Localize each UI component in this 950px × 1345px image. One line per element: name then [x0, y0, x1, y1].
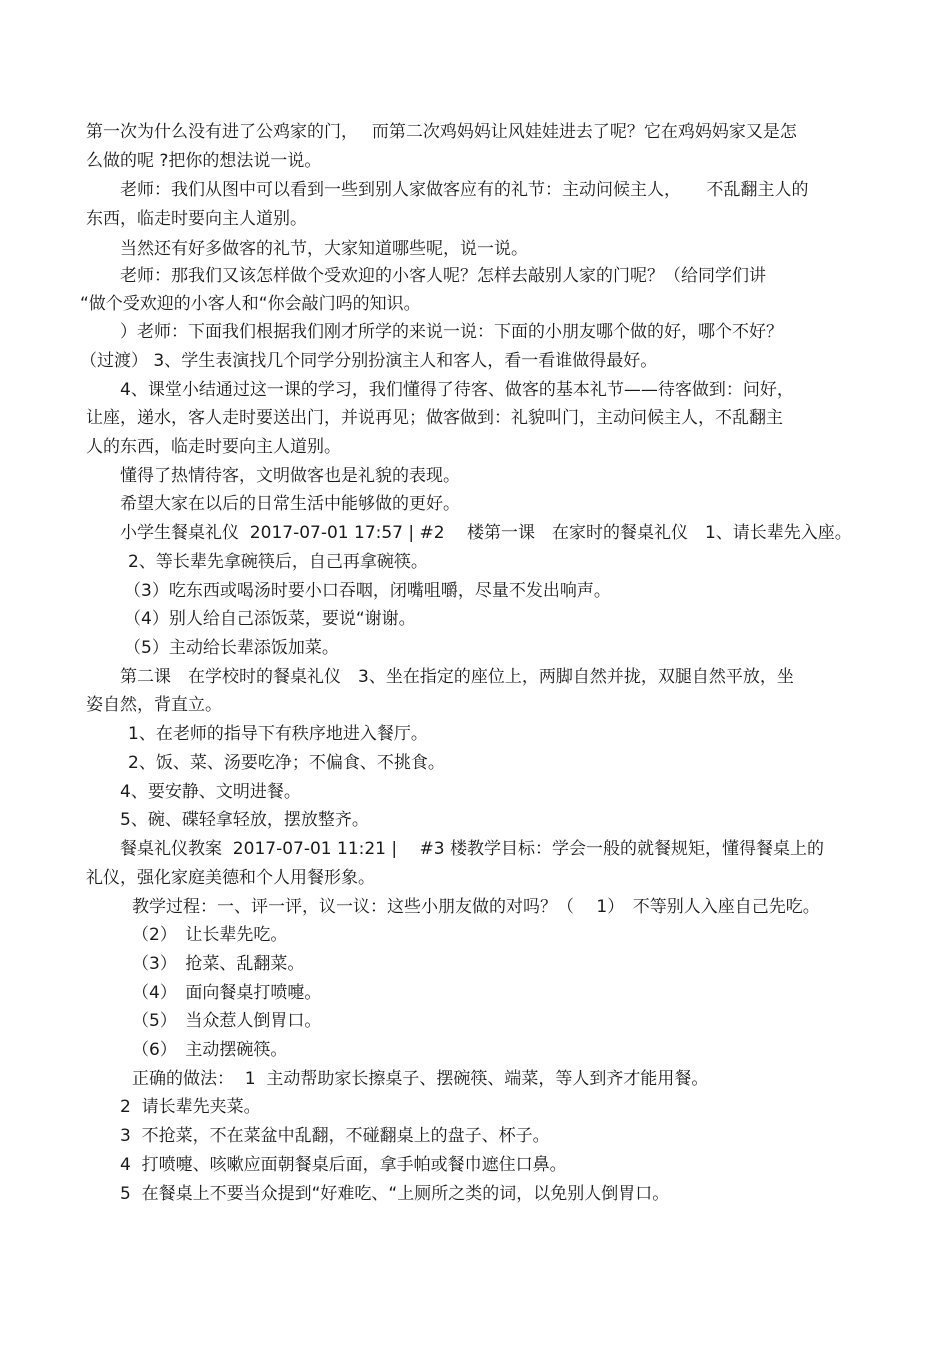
text-line: 希望大家在以后的日常生活中能够做的更好。 [120, 494, 460, 514]
text-line: 1、在老师的指导下有秩序地进入餐厅。 [128, 724, 428, 744]
text-line: 第二课 在学校时的餐桌礼仪 3、坐在指定的座位上，两脚自然并拢，双腿自然平放，坐 [120, 667, 794, 687]
text-line: 小学生餐桌礼仪 2017-07-01 17:57 | #2 楼第一课 在家时的餐桌礼仪 1、请长辈先入座。 [120, 523, 852, 543]
text-line: 第一次为什么没有进了公鸡家的门， 而第二次鸡妈妈让风娃娃进去了呢？它在鸡妈妈家又是怎 [86, 122, 797, 142]
text-line: （3） 抢菜、乱翻菜。 [132, 954, 305, 974]
text-line: （5）主动给长辈添饭加菜。 [124, 638, 339, 658]
text-line: “做个受欢迎的小客人和“你会敲门吗的知识。 [80, 294, 421, 314]
text-line: （2） 让长辈先吃。 [132, 925, 288, 945]
text-line: 3 不抢菜，不在菜盆中乱翻，不碰翻桌上的盘子、杯子。 [120, 1126, 550, 1146]
text-line: 么做的呢 ?把你的想法说一说。 [86, 151, 322, 171]
text-line: 5 在餐桌上不要当众提到“好难吃、“上厕所之类的词，以免别人倒胃口。 [120, 1184, 670, 1204]
text-line: （3）吃东西或喝汤时要小口吞咽，闭嘴咀嚼，尽量不发出响声。 [124, 581, 611, 601]
text-line: 5、碗、碟轻拿轻放，摆放整齐。 [120, 810, 369, 830]
text-line: 2 请长辈先夹菜。 [120, 1097, 261, 1117]
text-line: 老师：那我们又该怎样做个受欢迎的小客人呢？怎样去敲别人家的门呢？（给同学们讲 [120, 266, 766, 286]
text-line: 人的东西，临走时要向主人道别。 [86, 437, 341, 457]
text-line: 懂得了热情待客，文明做客也是礼貌的表现。 [120, 466, 460, 486]
text-line: 礼仪，强化家庭美德和个人用餐形象。 [86, 868, 375, 888]
text-line: 4 打喷嚏、咳嗽应面朝餐桌后面，拿手帕或餐巾遮住口鼻。 [120, 1155, 567, 1175]
text-line: 教学过程：一、评一评，议一议：这些小朋友做的对吗？（ 1） 不等别人入座自己先吃。 [132, 897, 820, 917]
text-line: 2、等长辈先拿碗筷后，自己再拿碗筷。 [128, 552, 428, 572]
text-line: 当然还有好多做客的礼节，大家知道哪些呢，说一说。 [120, 239, 528, 259]
text-line: 4、要安静、文明进餐。 [120, 782, 301, 802]
text-line: 2、饭、菜、汤要吃净；不偏食、不挑食。 [128, 753, 445, 773]
text-line: 餐桌礼仪教案 2017-07-01 11:21 | #3 楼教学目标：学会一般的就餐规矩，懂得餐桌上的 [120, 839, 824, 859]
text-line: （过渡） 3、学生表演找几个同学分别扮演主人和客人，看一看谁做得最好。 [80, 351, 658, 371]
text-line: （6） 主动摆碗筷。 [132, 1040, 288, 1060]
text-line: 正确的做法： 1 主动帮助家长擦桌子、摆碗筷、端菜，等人到齐才能用餐。 [132, 1069, 709, 1089]
text-line: 东西，临走时要向主人道别。 [86, 209, 307, 229]
text-line: 4、课堂小结通过这一课的学习，我们懂得了待客、做客的基本礼节——待客做到：问好， [120, 380, 794, 400]
text-line: 姿自然，背直立。 [86, 695, 222, 715]
text-line: （5） 当众惹人倒胃口。 [132, 1011, 322, 1031]
text-line: 老师：我们从图中可以看到一些到别人家做客应有的礼节：主动问候主人， 不乱翻主人的 [120, 180, 809, 200]
text-line: （4）别人给自己添饭菜，要说“谢谢。 [124, 609, 416, 629]
text-line: （4） 面向餐桌打喷嚏。 [132, 983, 322, 1003]
text-line: 让座，递水，客人走时要送出门，并说再见；做客做到：礼貌叫门，主动问候主人，不乱翻主 [86, 408, 783, 428]
text-line: ）老师：下面我们根据我们刚才所学的来说一说：下面的小朋友哪个做的好，哪个不好？ [120, 322, 783, 342]
